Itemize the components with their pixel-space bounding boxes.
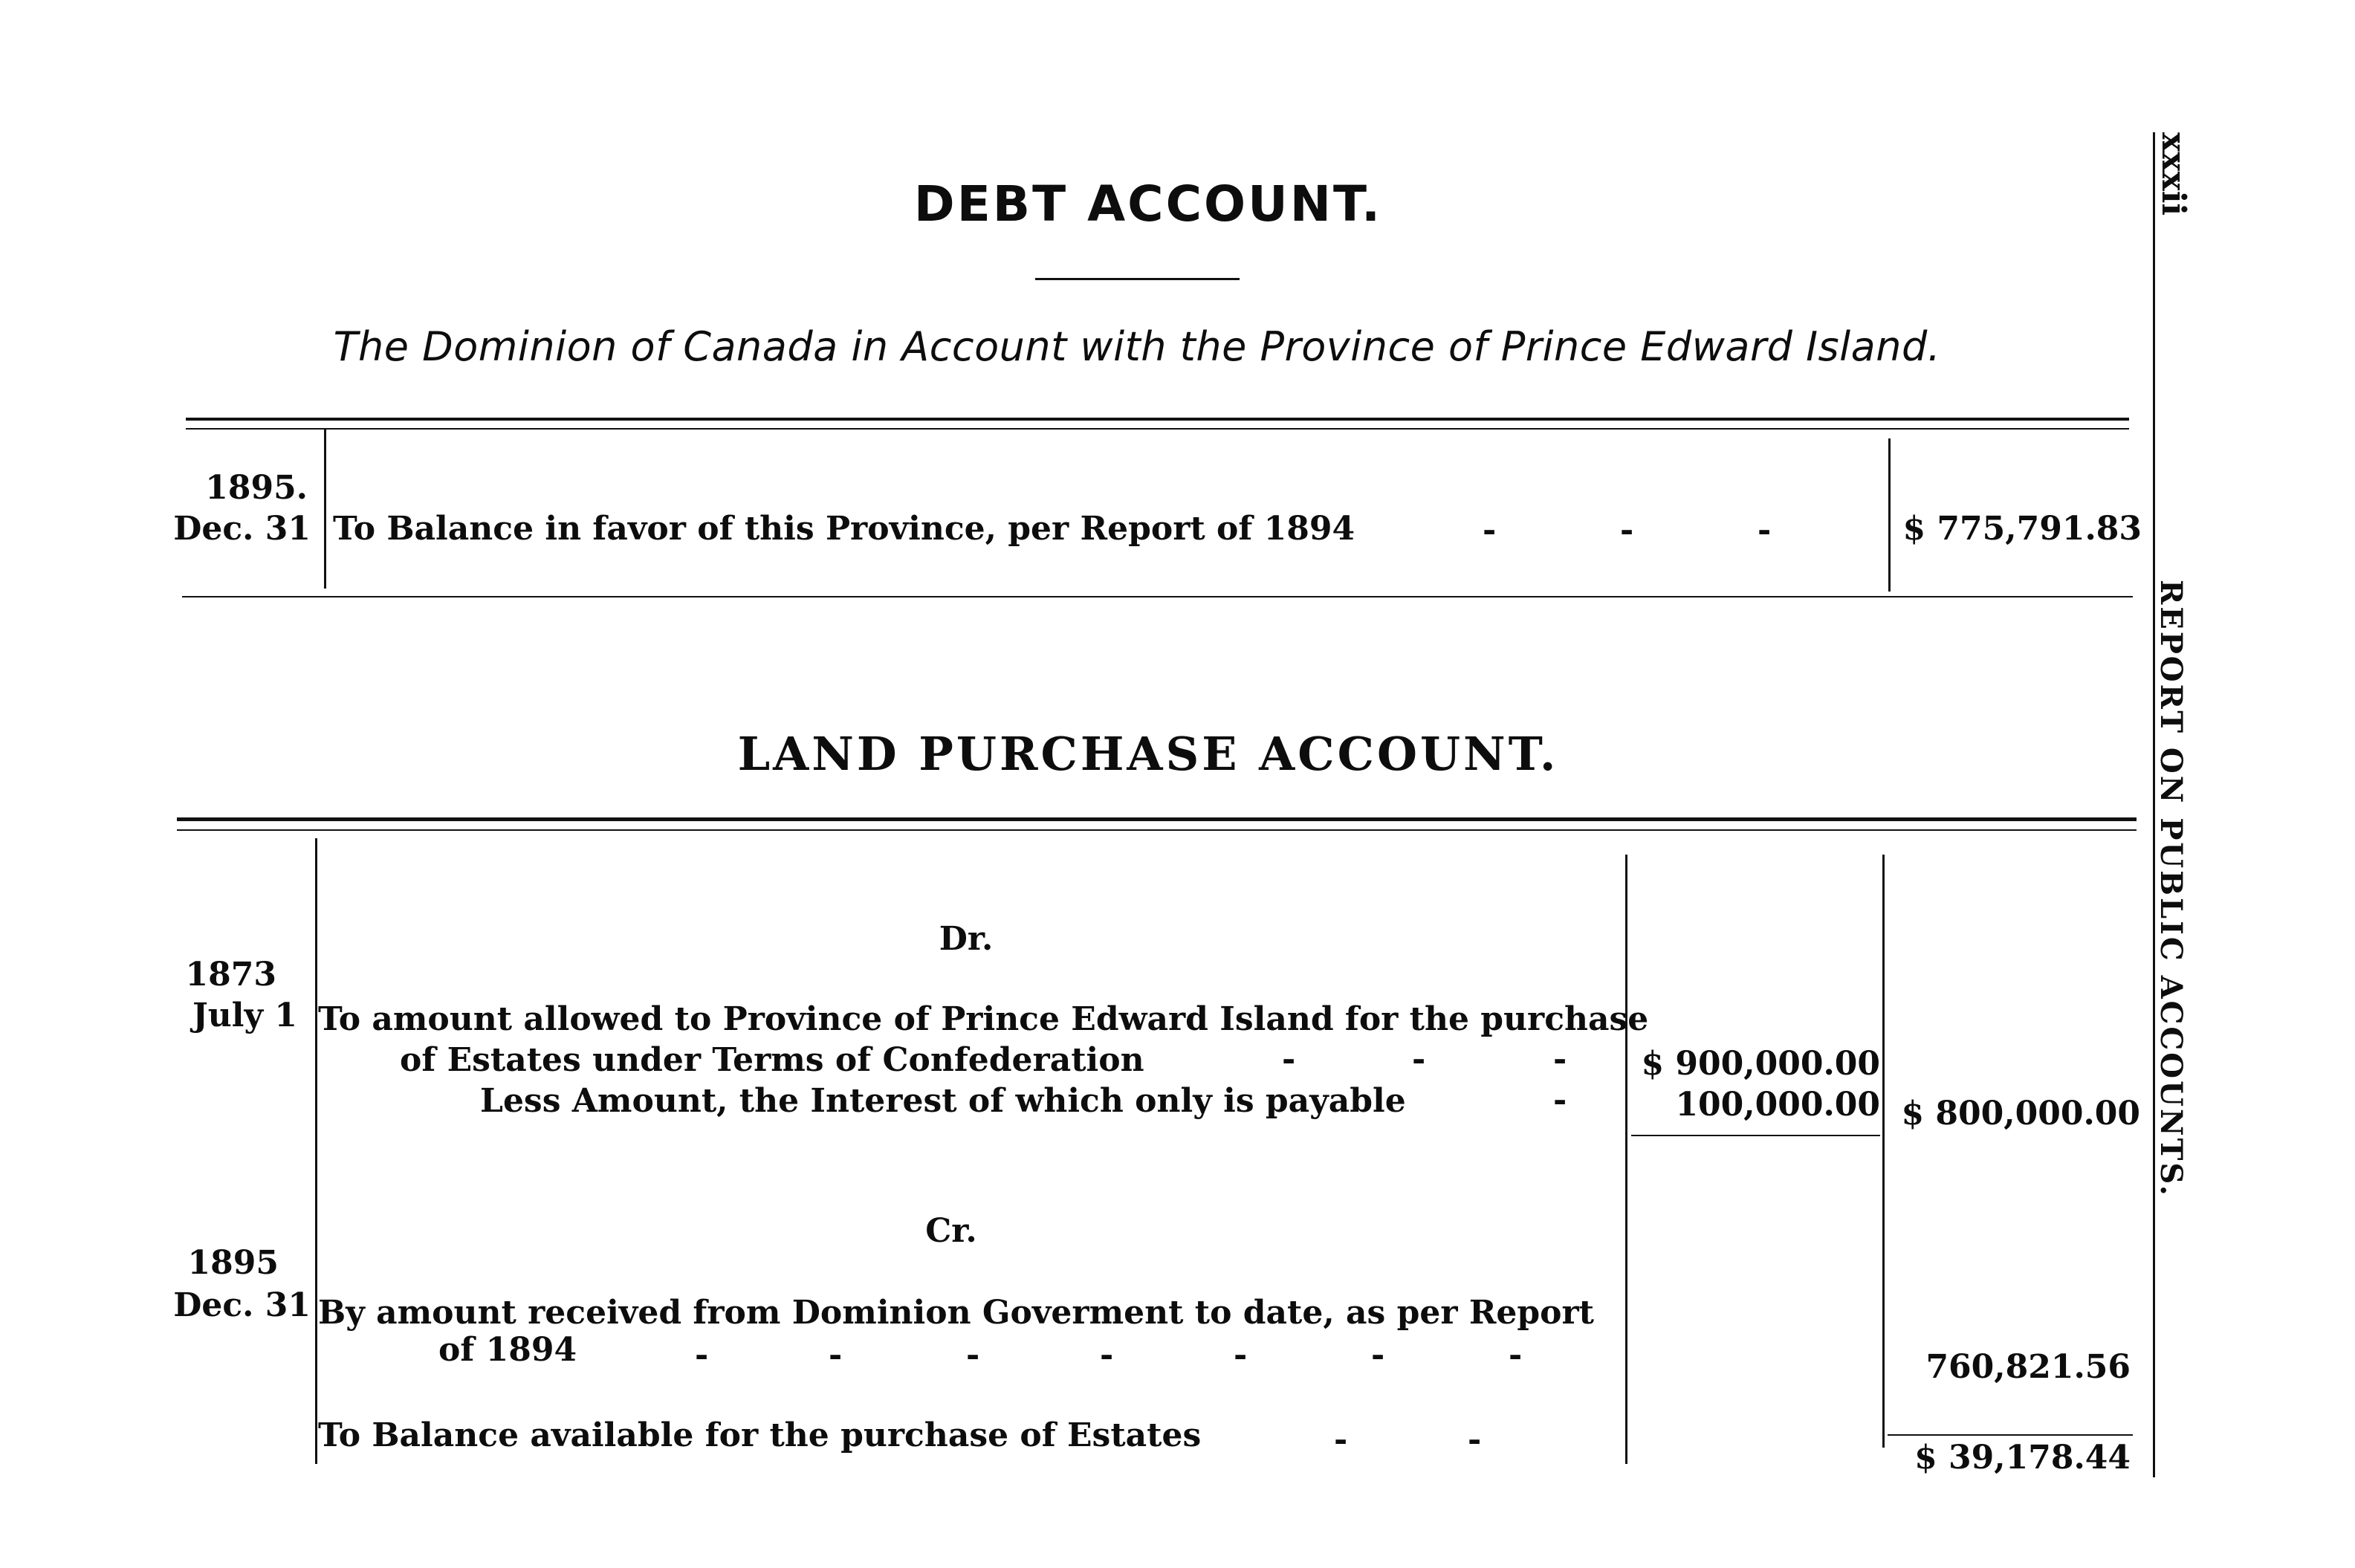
- debt-col-divider: [324, 430, 326, 589]
- debt-year: 1895.: [205, 469, 308, 507]
- dr-line-3: Less Amount, the Interest of which only is payable: [480, 1082, 1406, 1120]
- debt-account-title: DEBT ACCOUNT.: [913, 175, 1383, 233]
- leader-dots: -: [1282, 1040, 1296, 1078]
- leader-dots: -: [1483, 511, 1497, 549]
- leader-dots: -: [1371, 1336, 1385, 1374]
- dr-net-amount: $ 800,000.00: [1901, 1095, 2140, 1133]
- debt-date: Dec. 31: [173, 510, 311, 548]
- land-top-rule-2: [177, 829, 2137, 831]
- page-number: xxxii: [2154, 132, 2192, 216]
- dr-amount-1: $ 900,000.00: [1641, 1045, 1880, 1083]
- leader-dots: -: [829, 1336, 843, 1374]
- dr-amount-2: 100,000.00: [1675, 1086, 1880, 1124]
- balance-label: To Balance available for the purchase of Estates: [318, 1416, 1202, 1454]
- leader-dots: -: [1553, 1081, 1567, 1119]
- subtotal-rule: [1631, 1135, 1880, 1136]
- leader-dots: -: [966, 1336, 980, 1374]
- debt-description: To Balance in favor of this Province, per Report of 1894: [333, 510, 1355, 548]
- side-heading: REPORT ON PUBLIC ACCOUNTS.: [2154, 580, 2189, 1198]
- leader-dots: -: [1100, 1336, 1114, 1374]
- debt-amount-divider: [1888, 438, 1891, 592]
- balance-rule: [1888, 1434, 2133, 1436]
- leader-dots: -: [1334, 1421, 1348, 1459]
- land-purchase-title: LAND PURCHASE ACCOUNT.: [737, 727, 1559, 781]
- balance-amount: $ 39,178.44: [1914, 1439, 2131, 1477]
- dr-line-2: of Estates under Terms of Confederation: [400, 1041, 1144, 1079]
- title-underline: [1035, 278, 1240, 280]
- cr-year: 1895: [187, 1244, 279, 1282]
- leader-dots: -: [1234, 1336, 1248, 1374]
- leader-dots: -: [695, 1336, 709, 1374]
- debt-amount: $ 775,791.83: [1902, 510, 2142, 548]
- land-total-divider: [1882, 855, 1885, 1448]
- cr-line-1: By amount received from Dominion Goverment to date, as per Report: [318, 1294, 1595, 1332]
- debt-bottom-rule: [182, 596, 2133, 597]
- leader-dots: -: [1509, 1336, 1523, 1374]
- dr-year: 1873: [185, 956, 276, 994]
- debt-top-rule-2: [186, 428, 2129, 430]
- dr-date: July 1: [192, 997, 297, 1034]
- land-top-rule: [177, 817, 2137, 821]
- cr-date: Dec. 31: [173, 1286, 311, 1324]
- leader-dots: -: [1412, 1040, 1426, 1078]
- land-date-divider: [315, 838, 317, 1464]
- cr-line-2: of 1894: [438, 1331, 577, 1369]
- cr-amount: 760,821.56: [1925, 1348, 2131, 1386]
- debt-top-rule: [186, 418, 2129, 421]
- land-amount-divider: [1625, 855, 1627, 1464]
- dr-heading: Dr.: [939, 920, 994, 958]
- leader-dots: -: [1620, 511, 1634, 549]
- debt-account-subtitle: The Dominion of Canada in Account with the Province of Prince Edward Island.: [333, 323, 1941, 370]
- leader-dots: -: [1468, 1421, 1482, 1459]
- cr-heading: Cr.: [925, 1212, 977, 1250]
- leader-dots: -: [1758, 511, 1772, 549]
- dr-line-1: To amount allowed to Province of Prince Edward Island for the purchase: [318, 1000, 1649, 1038]
- leader-dots: -: [1553, 1040, 1567, 1078]
